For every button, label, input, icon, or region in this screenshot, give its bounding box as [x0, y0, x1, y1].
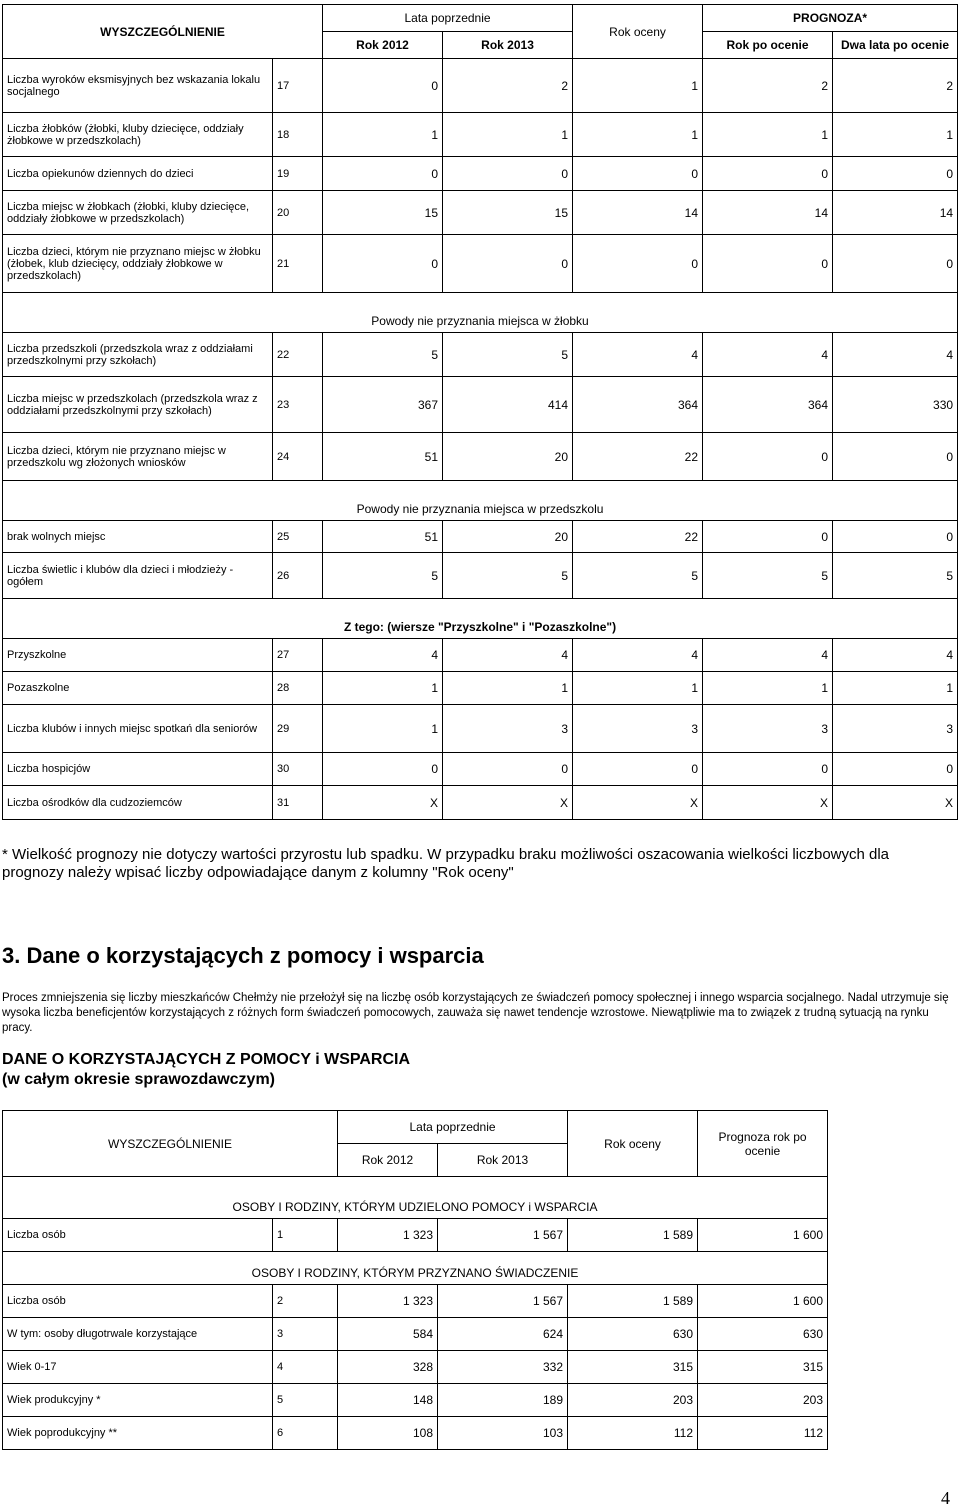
row-value: 112: [698, 1417, 828, 1450]
table-row: [3, 1318, 828, 1351]
row-value: 15: [443, 191, 573, 235]
row-value: 1: [323, 113, 443, 157]
row-number: 19: [273, 157, 323, 191]
t2-rows-group-a: [3, 1219, 828, 1252]
row-number: 22: [273, 333, 323, 377]
row-value: 1 323: [338, 1285, 438, 1318]
row-value: 328: [338, 1351, 438, 1384]
row-value: 14: [833, 191, 958, 235]
header-year-after: Rok po ocenie: [703, 32, 833, 59]
t2-header-2013: Rok 2013: [438, 1144, 568, 1177]
table-housing-childcare: [2, 4, 958, 820]
header-forecast: PROGNOZA*: [703, 5, 958, 32]
row-label: Wiek poprodukcyjny **: [3, 1417, 273, 1450]
row-value: 0: [703, 433, 833, 481]
row-value: 5: [323, 553, 443, 599]
row-label: Pozaszkolne: [3, 672, 273, 705]
row-value: 1: [573, 672, 703, 705]
row-number: 18: [273, 113, 323, 157]
rows-group-a: [3, 59, 958, 293]
row-value: 0: [833, 433, 958, 481]
section-3-paragraph: Proces zmniejszenia się liczby mieszkańców Chełmży nie przełożył się na liczbę osób korzystających ze świadczeń pomocy społecznej i innego wsparcia socjalnego. Nadal utrzymuje się wysoka liczba beneficjentów korzystających z różnych form świadczeń pomocowych, zauważa się nawet tendencje wzrostowe. Niewątpliwie ma to związek z trudną sytuacją na rynku pracy.: [2, 992, 949, 1034]
table-row: [3, 705, 958, 753]
table-row: [3, 235, 958, 293]
row-value: 3: [573, 705, 703, 753]
row-number: 17: [273, 59, 323, 113]
row-label: Wiek 0-17: [3, 1351, 273, 1384]
row-value: 3: [833, 705, 958, 753]
row-value: 4: [703, 333, 833, 377]
row-value: 364: [573, 377, 703, 433]
row-value: 315: [698, 1351, 828, 1384]
header-rating-year: Rok oceny: [573, 5, 703, 59]
row-number: 29: [273, 705, 323, 753]
row-number: 1: [273, 1219, 338, 1252]
table-row: [3, 157, 958, 191]
row-value: 103: [438, 1417, 568, 1450]
row-label: Przyszkolne: [3, 639, 273, 672]
row-value: 2: [443, 59, 573, 113]
table-row: [3, 786, 958, 820]
row-value: 0: [833, 235, 958, 293]
row-value: 624: [438, 1318, 568, 1351]
table-row: [3, 59, 958, 113]
assistance-heading: [2, 1050, 410, 1090]
row-value: 1 600: [698, 1285, 828, 1318]
row-value: 0: [323, 235, 443, 293]
row-value: 203: [698, 1384, 828, 1417]
rows-group-b: [3, 333, 958, 481]
row-label: Liczba żłobków (żłobki, kluby dziecięce, oddziały żłobkowe w przedszkolach): [3, 113, 273, 157]
section-nursery-reasons: Powody nie przyznania miejsca w żłobku: [3, 293, 958, 333]
row-value: 330: [833, 377, 958, 433]
row-number: 21: [273, 235, 323, 293]
row-label: Liczba opiekunów dziennych do dzieci: [3, 157, 273, 191]
header-two-years-after: Dwa lata po ocenie: [833, 32, 958, 59]
row-value: 0: [443, 157, 573, 191]
row-number: 3: [273, 1318, 338, 1351]
row-label: Liczba przedszkoli (przedszkola wraz z oddziałami przedszkolnymi przy szkołach): [3, 333, 273, 377]
row-value: 14: [573, 191, 703, 235]
row-label: brak wolnych miejsc: [3, 521, 273, 553]
row-label: Liczba wyroków eksmisyjnych bez wskazania lokalu socjalnego: [3, 59, 273, 113]
row-value: 0: [833, 521, 958, 553]
row-value: 4: [323, 639, 443, 672]
row-value: 1: [573, 113, 703, 157]
row-value: 2: [703, 59, 833, 113]
row-label: Liczba osób: [3, 1285, 273, 1318]
row-value: 0: [443, 235, 573, 293]
table-row: [3, 672, 958, 705]
t2-header-forecast: Prognoza rok po ocenie: [698, 1111, 828, 1177]
table-row: [3, 553, 958, 599]
table-row: [3, 1219, 828, 1252]
rows-group-d: [3, 639, 958, 820]
row-label: Liczba klubów i innych miejsc spotkań dla seniorów: [3, 705, 273, 753]
row-label: Liczba świetlic i klubów dla dzieci i młodzieży - ogółem: [3, 553, 273, 599]
table-row: [3, 191, 958, 235]
row-value: X: [323, 786, 443, 820]
row-value: X: [703, 786, 833, 820]
row-value: 1: [323, 672, 443, 705]
table-row: [3, 521, 958, 553]
row-value: 15: [323, 191, 443, 235]
row-number: 30: [273, 753, 323, 786]
t2-section-assisted: OSOBY I RODZINY, KTÓRYM UDZIELONO POMOCY i WSPARCIA: [3, 1177, 828, 1219]
row-label: Wiek produkcyjny *: [3, 1384, 273, 1417]
row-value: 1 589: [568, 1285, 698, 1318]
row-label: Liczba hospicjów: [3, 753, 273, 786]
section-clubs-split: Z tego: (wiersze "Przyszkolne" i "Pozaszkolne"): [3, 599, 958, 639]
table-row: [3, 1417, 828, 1450]
row-number: 24: [273, 433, 323, 481]
row-value: 112: [568, 1417, 698, 1450]
row-value: X: [443, 786, 573, 820]
row-value: 0: [573, 235, 703, 293]
row-value: 22: [573, 433, 703, 481]
row-value: 364: [703, 377, 833, 433]
row-value: 1: [573, 59, 703, 113]
row-value: X: [833, 786, 958, 820]
row-number: 23: [273, 377, 323, 433]
assistance-heading-line1: DANE O KORZYSTAJĄCYCH Z POMOCY i WSPARCIA: [2, 1051, 411, 1068]
row-number: 6: [273, 1417, 338, 1450]
row-value: 0: [703, 521, 833, 553]
assistance-heading-line2: (w całym okresie sprawozdawczym): [2, 1071, 275, 1088]
table-row: [3, 1351, 828, 1384]
rows-group-c: [3, 521, 958, 599]
row-value: 148: [338, 1384, 438, 1417]
row-label: Liczba miejsc w żłobkach (żłobki, kluby dziecięce, oddziały żłobkowe w przedszkolach): [3, 191, 273, 235]
row-value: 51: [323, 521, 443, 553]
row-value: 14: [703, 191, 833, 235]
table-row: [3, 333, 958, 377]
row-number: 5: [273, 1384, 338, 1417]
t2-header-item: WYSZCZEGÓLNIENIE: [3, 1111, 338, 1177]
row-value: 0: [703, 157, 833, 191]
row-value: 1: [443, 113, 573, 157]
row-value: 0: [703, 235, 833, 293]
row-value: 414: [443, 377, 573, 433]
row-value: 4: [573, 639, 703, 672]
row-value: 5: [443, 553, 573, 599]
row-value: 1: [443, 672, 573, 705]
header-prev-years: Lata poprzednie: [323, 5, 573, 32]
row-label: Liczba dzieci, którym nie przyznano miejsc w żłobku (żłobek, klub dziecięcy, oddziały żłobkowe w przedszkolach): [3, 235, 273, 293]
forecast-footnote: * Wielkość prognozy nie dotyczy wartości przyrostu lub spadku. W przypadku braku możliwości oszacowania wielkości liczbowych dla prognozy należy wpisać liczby odpowiadające danym z kolumny "Rok oceny": [2, 846, 890, 881]
row-value: 108: [338, 1417, 438, 1450]
row-value: 1 323: [338, 1219, 438, 1252]
header-2013: Rok 2013: [443, 32, 573, 59]
t2-rows-group-b: [3, 1285, 828, 1450]
row-value: 1: [703, 672, 833, 705]
row-number: 27: [273, 639, 323, 672]
row-value: 5: [833, 553, 958, 599]
row-value: 630: [698, 1318, 828, 1351]
row-value: 4: [703, 639, 833, 672]
header-item: WYSZCZEGÓLNIENIE: [3, 5, 323, 59]
row-value: 3: [443, 705, 573, 753]
row-value: 22: [573, 521, 703, 553]
row-value: X: [573, 786, 703, 820]
table-row: [3, 639, 958, 672]
t2-header-prev-years: Lata poprzednie: [338, 1111, 568, 1144]
row-value: 1 567: [438, 1285, 568, 1318]
table-row: [3, 377, 958, 433]
row-value: 1 589: [568, 1219, 698, 1252]
row-value: 1: [703, 113, 833, 157]
row-number: 25: [273, 521, 323, 553]
row-number: 31: [273, 786, 323, 820]
row-value: 1: [833, 113, 958, 157]
row-value: 0: [323, 157, 443, 191]
row-value: 20: [443, 433, 573, 481]
row-value: 630: [568, 1318, 698, 1351]
table-assistance: [2, 1110, 828, 1450]
row-value: 0: [323, 753, 443, 786]
row-value: 4: [573, 333, 703, 377]
row-value: 1 567: [438, 1219, 568, 1252]
row-value: 1: [323, 705, 443, 753]
row-number: 20: [273, 191, 323, 235]
table-row: [3, 433, 958, 481]
row-label: Liczba osób: [3, 1219, 273, 1252]
row-value: 51: [323, 433, 443, 481]
row-value: 0: [833, 157, 958, 191]
row-value: 1: [833, 672, 958, 705]
row-value: 4: [833, 639, 958, 672]
row-value: 0: [573, 157, 703, 191]
row-value: 0: [703, 753, 833, 786]
row-value: 189: [438, 1384, 568, 1417]
row-value: 4: [833, 333, 958, 377]
t2-header-2012: Rok 2012: [338, 1144, 438, 1177]
row-value: 367: [323, 377, 443, 433]
row-value: 5: [443, 333, 573, 377]
row-value: 0: [573, 753, 703, 786]
row-label: W tym: osoby długotrwale korzystające: [3, 1318, 273, 1351]
row-value: 315: [568, 1351, 698, 1384]
row-value: 1 600: [698, 1219, 828, 1252]
row-value: 3: [703, 705, 833, 753]
row-value: 20: [443, 521, 573, 553]
row-value: 2: [833, 59, 958, 113]
row-value: 203: [568, 1384, 698, 1417]
table-row: [3, 1384, 828, 1417]
row-number: 2: [273, 1285, 338, 1318]
row-value: 0: [833, 753, 958, 786]
row-number: 4: [273, 1351, 338, 1384]
row-value: 584: [338, 1318, 438, 1351]
row-number: 26: [273, 553, 323, 599]
t2-header-rating-year: Rok oceny: [568, 1111, 698, 1177]
row-label: Liczba dzieci, którym nie przyznano miejsc w przedszkolu wg złożonych wniosków: [3, 433, 273, 481]
table-row: [3, 113, 958, 157]
row-label: Liczba miejsc w przedszkolach (przedszkola wraz z oddziałami przedszkolnymi przy szkołach): [3, 377, 273, 433]
row-value: 5: [573, 553, 703, 599]
table-row: [3, 1285, 828, 1318]
row-value: 5: [323, 333, 443, 377]
page-number: 4: [941, 1488, 950, 1508]
row-label: Liczba ośrodków dla cudzoziemców: [3, 786, 273, 820]
row-value: 5: [703, 553, 833, 599]
table-row: [3, 753, 958, 786]
section-kindergarten-reasons: Powody nie przyznania miejsca w przedszkolu: [3, 481, 958, 521]
t2-section-benefits: OSOBY I RODZINY, KTÓRYM PRZYZNANO ŚWIADCZENIE: [3, 1252, 828, 1285]
header-2012: Rok 2012: [323, 32, 443, 59]
row-value: 0: [323, 59, 443, 113]
row-value: 4: [443, 639, 573, 672]
row-value: 332: [438, 1351, 568, 1384]
row-value: 0: [443, 753, 573, 786]
section-3-title: 3. Dane o korzystających z pomocy i wsparcia: [2, 943, 484, 968]
row-number: 28: [273, 672, 323, 705]
